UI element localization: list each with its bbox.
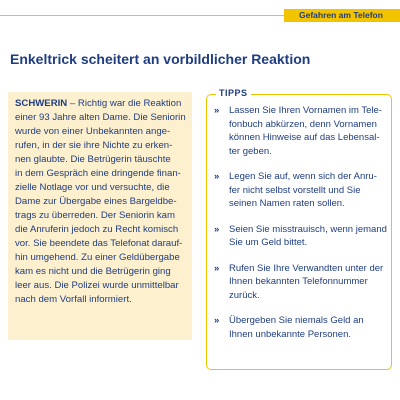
tip-line: können Hinweise auf das Lebensal- [229, 132, 380, 143]
tip-line: Legen Sie auf, wenn sich der Anru- [229, 171, 377, 182]
tip-item [212, 170, 390, 211]
article-line: hin umgehend. Zu einer Geldübergabe [15, 252, 180, 263]
guillemet-bullet-icon: » [214, 105, 220, 116]
article-line: wurde von einer Unbekannten ange- [15, 126, 171, 137]
tip-line: ter geben. [229, 145, 272, 157]
tip-line: fonbuch abkürzen, denn Vornamen [229, 118, 377, 130]
tip-line: Übergeben Sie niemals Geld an [229, 315, 364, 326]
article-line: rufen, in der sie ihre Nichte zu erken- [15, 140, 173, 151]
article-line: nach dem Vorfall informiert. [15, 294, 132, 305]
tip-item [212, 262, 390, 303]
guillemet-bullet-icon: » [214, 223, 220, 235]
article-line: die Anruferin jedoch zu Recht komisch [15, 224, 179, 235]
article-line: einer 93 Jahre alten Dame. Die Seniorin [15, 112, 186, 123]
article-line: nen glaubte. Die Betrügerin täuschte [15, 154, 171, 165]
article-line: kam es nicht und die Betrügerin ging [15, 266, 171, 277]
article-line: zielle Notlage vor und versuchte, die [15, 182, 170, 193]
article-line: trags zu überreden. Der Seniorin kam [15, 210, 175, 221]
tips-list [212, 104, 390, 353]
article-line: in dem Gespräch eine dringende finan- [15, 168, 181, 179]
article-line [15, 97, 192, 111]
article-headline: Enkeltrick scheitert an vorbildlicher Reaktion [10, 51, 311, 67]
tip-item [212, 104, 390, 158]
tips-title: TIPPS [216, 87, 251, 99]
article-dateline: SCHWERIN [15, 98, 68, 109]
article-line: leer aus. Die Polizei wurde unmittelbar [15, 280, 179, 291]
tip-line: zurück. [229, 289, 260, 301]
tip-item [212, 314, 390, 341]
tip-line: Seien Sie misstrauisch, wenn jemand [229, 223, 387, 235]
tip-item [212, 223, 390, 250]
tip-line: Ihnen bekannten Telefonnummer [229, 276, 368, 287]
article-line-text: – Richtig war die Reaktion [67, 98, 182, 109]
guillemet-bullet-icon: » [214, 262, 220, 274]
tip-line: Sie um Geld bittet. [229, 237, 308, 248]
guillemet-bullet-icon: » [214, 315, 220, 326]
tip-line: Rufen Sie Ihre Verwandten unter der [229, 262, 384, 274]
tip-line: Lassen Sie Ihren Vornamen im Tele- [229, 105, 382, 116]
section-tab: Gefahren am Telefon [284, 9, 400, 22]
tip-line: Ihnen unbekannte Personen. [229, 328, 352, 340]
tip-line: seinen Namen raten sollen. [229, 198, 345, 209]
guillemet-bullet-icon: » [214, 171, 220, 182]
article-line: vor. Sie beendete das Telefonat darauf- [15, 238, 183, 249]
article-line: Dame zur Übergabe eines Bargeldbe- [15, 196, 177, 207]
article-body [8, 92, 192, 340]
tip-line: fer nicht selbst vorstellt und Sie [229, 184, 361, 196]
